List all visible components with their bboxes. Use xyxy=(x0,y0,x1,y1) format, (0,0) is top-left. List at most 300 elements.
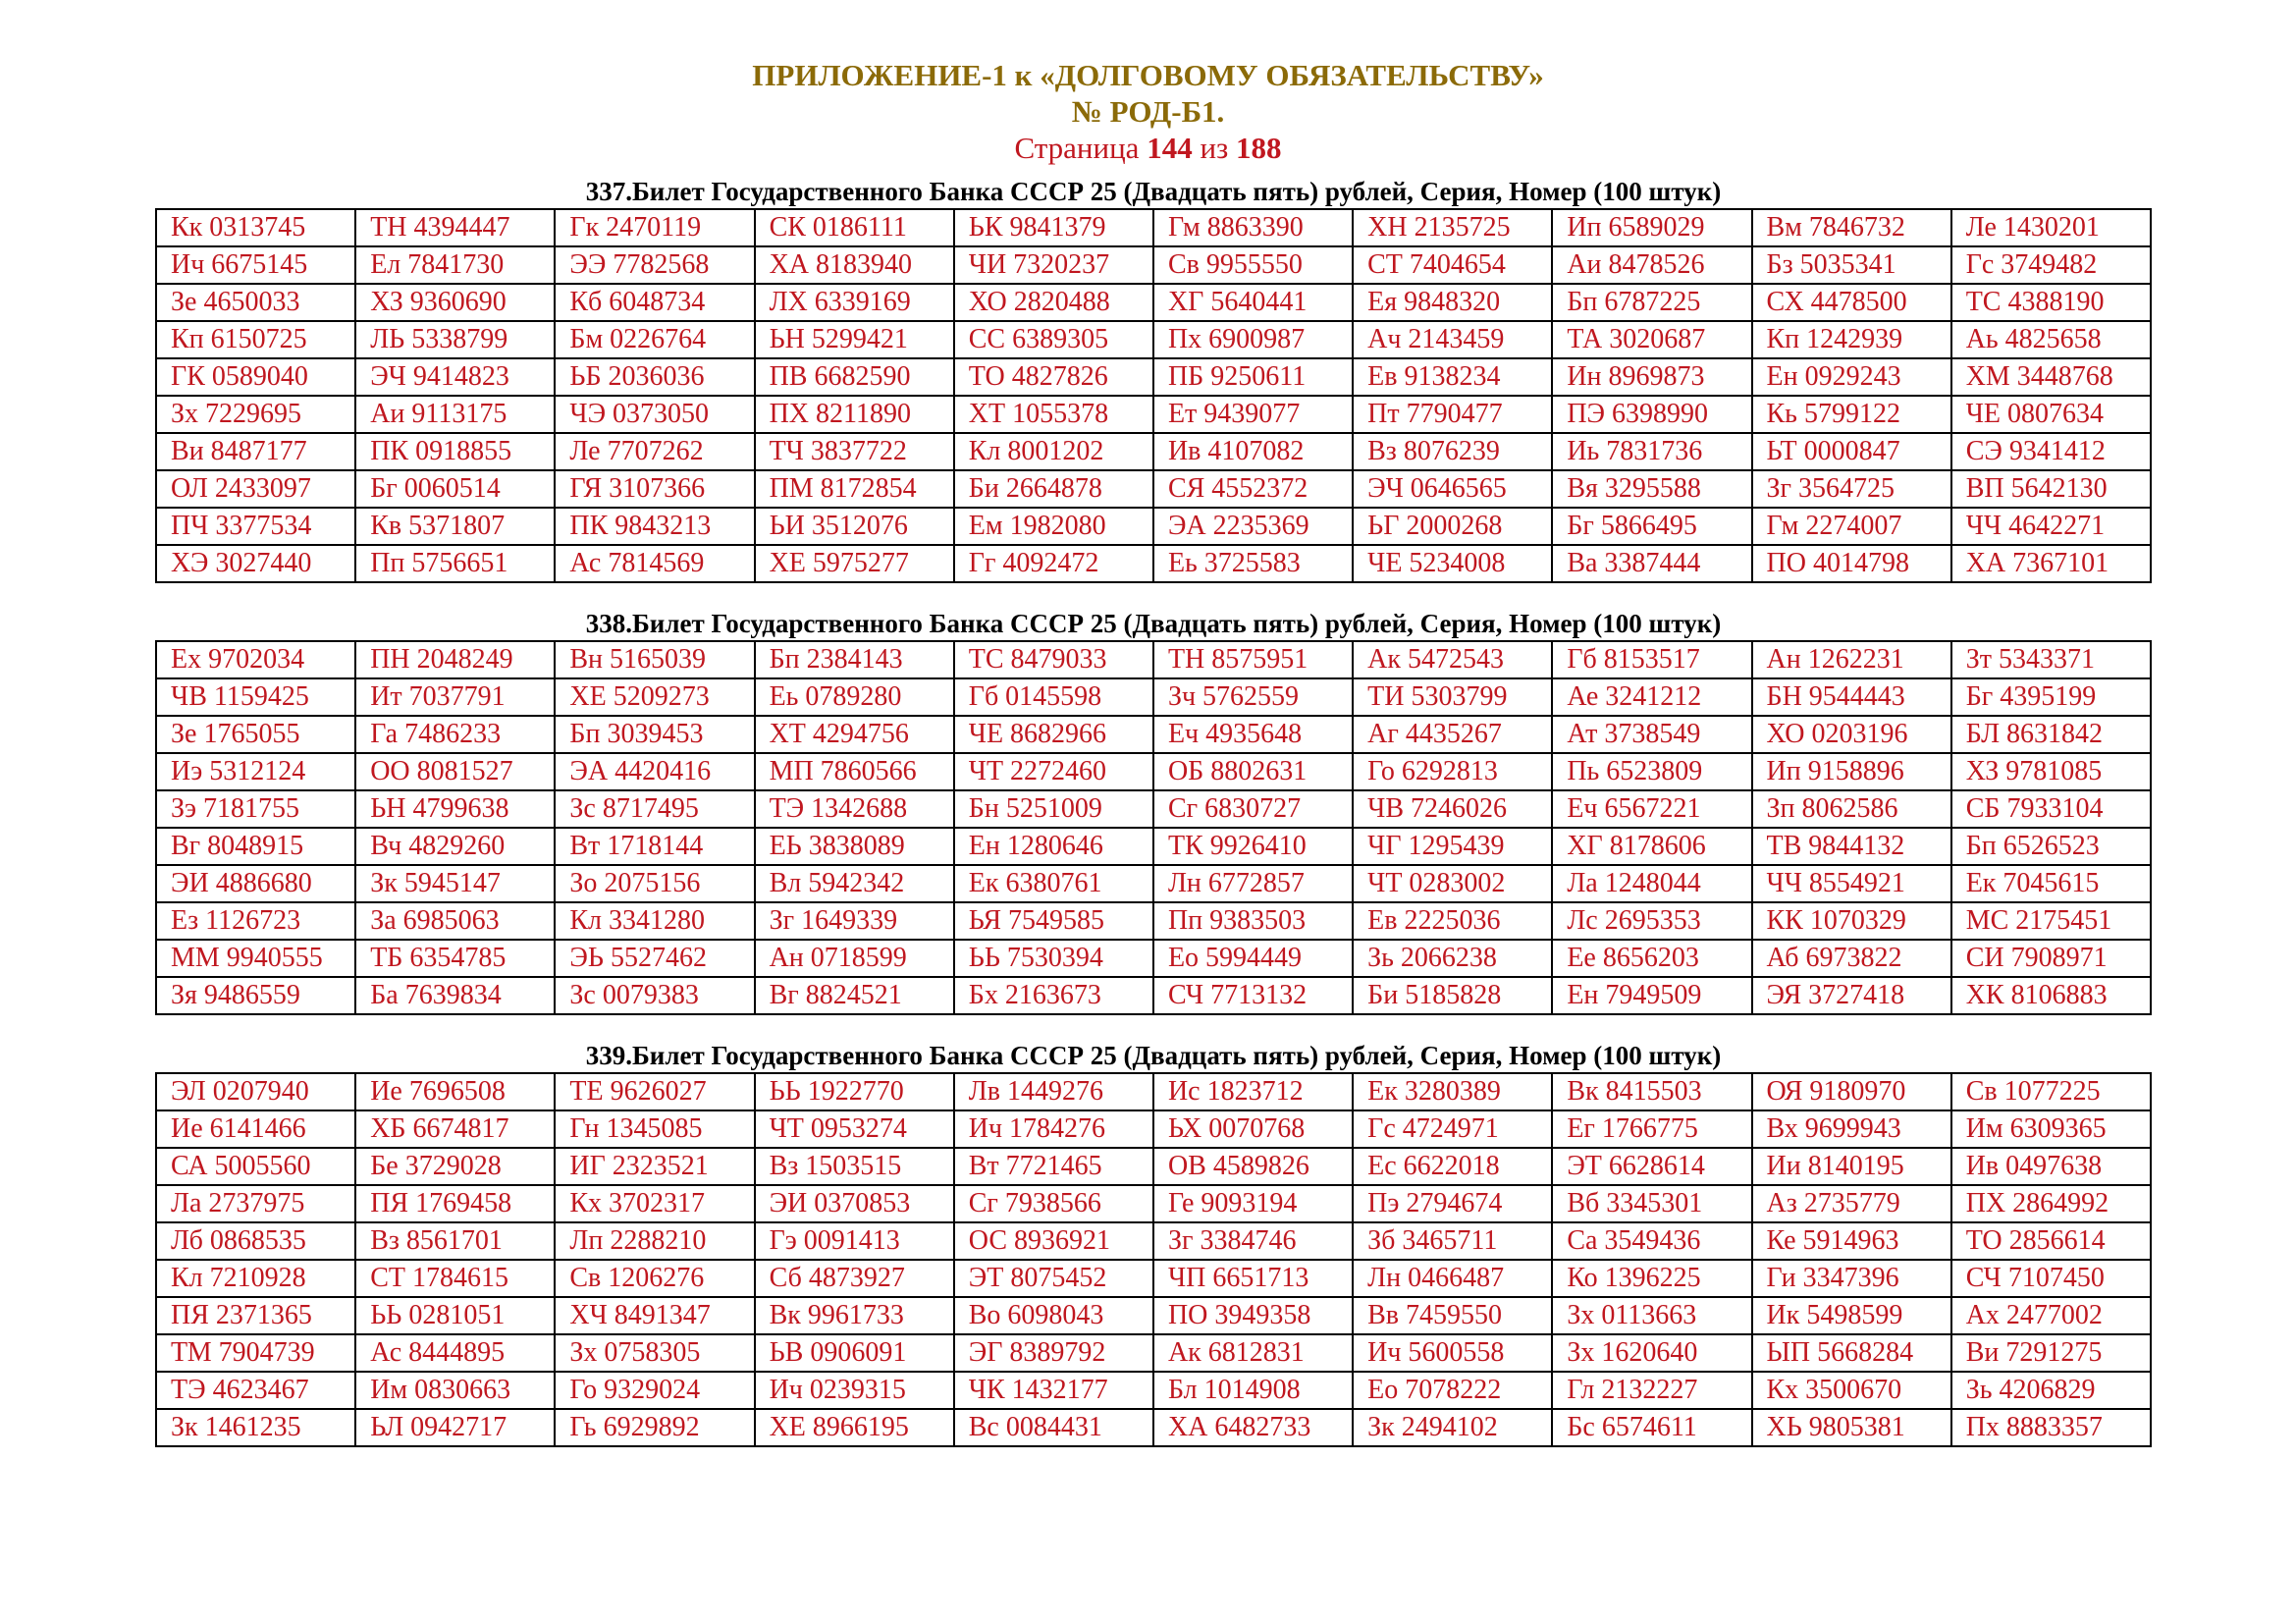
serial-cell: Ак 5472543 xyxy=(1353,641,1552,678)
serial-cell: ЭЧ 9414823 xyxy=(355,358,555,396)
serial-cell: ХЕ 5975277 xyxy=(755,545,954,582)
serial-cell: Ла 1248044 xyxy=(1552,865,1751,902)
serial-cell: ПО 4014798 xyxy=(1752,545,1951,582)
serial-cell: ТЭ 4623467 xyxy=(156,1372,355,1409)
serial-cell: ТВ 9844132 xyxy=(1752,828,1951,865)
serial-cell: Гь 6929892 xyxy=(555,1409,754,1446)
serial-cell: Зг 3564725 xyxy=(1752,470,1951,508)
serial-cell: Вз 8076239 xyxy=(1353,433,1552,470)
serial-cell: Аг 4435267 xyxy=(1353,716,1552,753)
serial-cell: Бп 6526523 xyxy=(1951,828,2151,865)
serial-cell: ЧЕ 8682966 xyxy=(954,716,1153,753)
serial-cell: За 6985063 xyxy=(355,902,555,940)
table-row xyxy=(156,508,2151,545)
table-row xyxy=(156,284,2151,321)
serial-cell: ХМ 3448768 xyxy=(1951,358,2151,396)
serial-cell: Лн 6772857 xyxy=(1153,865,1353,902)
serial-cell: Ие 7696508 xyxy=(355,1073,555,1110)
serial-cell: Ач 2143459 xyxy=(1353,321,1552,358)
serial-cell: Ак 6812831 xyxy=(1153,1334,1353,1372)
table-row xyxy=(156,209,2151,246)
table-row xyxy=(156,1073,2151,1110)
serial-cell: ХА 7367101 xyxy=(1951,545,2151,582)
table-row xyxy=(156,1222,2151,1260)
serial-cell: Вх 9699943 xyxy=(1752,1110,1951,1148)
serial-cell: Ит 7037791 xyxy=(355,678,555,716)
serial-cell: ХЗ 9360690 xyxy=(355,284,555,321)
serial-cell: ПБ 9250611 xyxy=(1153,358,1353,396)
serial-cell: Бс 6574611 xyxy=(1552,1409,1751,1446)
table-row xyxy=(156,1260,2151,1297)
serial-cell: ОЛ 2433097 xyxy=(156,470,355,508)
table-row xyxy=(156,902,2151,940)
serials-table xyxy=(155,640,2152,1015)
serial-cell: Еч 4935648 xyxy=(1153,716,1353,753)
serial-cell: ЭТ 6628614 xyxy=(1552,1148,1751,1185)
serial-cell: Ет 9439077 xyxy=(1153,396,1353,433)
serial-cell: Вм 7846732 xyxy=(1752,209,1951,246)
serial-cell: Зт 5343371 xyxy=(1951,641,2151,678)
table-row xyxy=(156,790,2151,828)
serial-cell: ЭИ 0370853 xyxy=(755,1185,954,1222)
serial-cell: ЬЯ 7549585 xyxy=(954,902,1153,940)
serial-cell: Ес 6622018 xyxy=(1353,1148,1552,1185)
serial-cell: Са 3549436 xyxy=(1552,1222,1751,1260)
serial-cell: ХЗ 9781085 xyxy=(1951,753,2151,790)
table-row xyxy=(156,545,2151,582)
serial-cell: Вг 8824521 xyxy=(755,977,954,1014)
page-middle: из xyxy=(1192,131,1237,165)
serial-cell: ПК 9843213 xyxy=(555,508,754,545)
serial-cell: СЭ 9341412 xyxy=(1951,433,2151,470)
table-row xyxy=(156,1409,2151,1446)
serial-cell: Ел 7841730 xyxy=(355,246,555,284)
serial-cell: СК 0186111 xyxy=(755,209,954,246)
serial-cell: Зе 4650033 xyxy=(156,284,355,321)
serial-cell: СХ 4478500 xyxy=(1752,284,1951,321)
serial-cell: ЭА 4420416 xyxy=(555,753,754,790)
serial-cell: Пп 5756651 xyxy=(355,545,555,582)
serial-cell: ЬК 9841379 xyxy=(954,209,1153,246)
serial-cell: Зх 0113663 xyxy=(1552,1297,1751,1334)
serial-cell: Кх 3702317 xyxy=(555,1185,754,1222)
serial-cell: Ае 3241212 xyxy=(1552,678,1751,716)
serials-table xyxy=(155,1072,2152,1447)
serial-cell: Ем 1982080 xyxy=(954,508,1153,545)
serial-cell: Ик 5498599 xyxy=(1752,1297,1951,1334)
serial-cell: ТЭ 1342688 xyxy=(755,790,954,828)
serial-cell: Га 7486233 xyxy=(355,716,555,753)
serial-cell: Гс 4724971 xyxy=(1353,1110,1552,1148)
serial-cell: Гс 3749482 xyxy=(1951,246,2151,284)
serial-cell: Зс 8717495 xyxy=(555,790,754,828)
serial-cell: Ле 1430201 xyxy=(1951,209,2151,246)
serial-cell: ТО 2856614 xyxy=(1951,1222,2151,1260)
serial-cell: Ео 7078222 xyxy=(1353,1372,1552,1409)
serial-cell: Гэ 0091413 xyxy=(755,1222,954,1260)
serial-cell: Ех 9702034 xyxy=(156,641,355,678)
serial-cell: Ва 3387444 xyxy=(1552,545,1751,582)
table-row xyxy=(156,1334,2151,1372)
serial-cell: ЬЬ 0281051 xyxy=(355,1297,555,1334)
serial-cell: Зк 2494102 xyxy=(1353,1409,1552,1446)
serial-cell: Св 1206276 xyxy=(555,1260,754,1297)
serial-cell: Кп 6150725 xyxy=(156,321,355,358)
serial-cell: Кл 8001202 xyxy=(954,433,1153,470)
serial-cell: Аб 6973822 xyxy=(1752,940,1951,977)
serial-cell: Еч 6567221 xyxy=(1552,790,1751,828)
table-row xyxy=(156,828,2151,865)
serial-cell: ТА 3020687 xyxy=(1552,321,1751,358)
serial-cell: Ео 5994449 xyxy=(1153,940,1353,977)
table-row xyxy=(156,321,2151,358)
serial-cell: ХН 2135725 xyxy=(1353,209,1552,246)
document-header xyxy=(0,57,2296,166)
serial-cell: ЬВ 0906091 xyxy=(755,1334,954,1372)
serial-cell: ЭЛ 0207940 xyxy=(156,1073,355,1110)
table-row xyxy=(156,977,2151,1014)
serial-cell: Гн 1345085 xyxy=(555,1110,754,1148)
serial-cell: Ги 3347396 xyxy=(1752,1260,1951,1297)
serial-cell: ЧТ 0283002 xyxy=(1353,865,1552,902)
serial-cell: СТ 7404654 xyxy=(1353,246,1552,284)
serial-cell: Ич 0239315 xyxy=(755,1372,954,1409)
serial-cell: Ко 1396225 xyxy=(1552,1260,1751,1297)
table-row xyxy=(156,753,2151,790)
serial-cell: ТЧ 3837722 xyxy=(755,433,954,470)
serial-cell: Ег 1766775 xyxy=(1552,1110,1751,1148)
serial-cell: ЬН 5299421 xyxy=(755,321,954,358)
serial-cell: Ич 1784276 xyxy=(954,1110,1153,1148)
serial-cell: Бг 5866495 xyxy=(1552,508,1751,545)
serial-cell: Зь 2066238 xyxy=(1353,940,1552,977)
serial-cell: Бп 2384143 xyxy=(755,641,954,678)
page-prefix: Страница xyxy=(1014,131,1148,165)
serial-cell: ХГ 5640441 xyxy=(1153,284,1353,321)
serial-cell: ОЯ 9180970 xyxy=(1752,1073,1951,1110)
serial-cell: ЭЭ 7782568 xyxy=(555,246,754,284)
document-number: № РОД-Б1. xyxy=(1071,94,1225,129)
serial-cell: ТО 4827826 xyxy=(954,358,1153,396)
serial-cell: СБ 7933104 xyxy=(1951,790,2151,828)
document-title: ПРИЛОЖЕНИЕ-1 к «ДОЛГОВОМУ ОБЯЗАТЕЛЬСТВУ» xyxy=(752,58,1544,92)
serial-cell: ХБ 6674817 xyxy=(355,1110,555,1148)
serial-cell: Бх 2163673 xyxy=(954,977,1153,1014)
table-row xyxy=(156,678,2151,716)
serial-cell: МП 7860566 xyxy=(755,753,954,790)
serial-cell: Кв 5371807 xyxy=(355,508,555,545)
serial-cell: ЛЬ 5338799 xyxy=(355,321,555,358)
serial-cell: ЧЧ 8554921 xyxy=(1752,865,1951,902)
serial-cell: Ез 1126723 xyxy=(156,902,355,940)
serial-cell: Зэ 7181755 xyxy=(156,790,355,828)
serial-cell: ЬЬ 1922770 xyxy=(755,1073,954,1110)
serial-cell: Зх 0758305 xyxy=(555,1334,754,1372)
serial-cell: Им 0830663 xyxy=(355,1372,555,1409)
serial-cell: Ен 7949509 xyxy=(1552,977,1751,1014)
serial-cell: ХТ 1055378 xyxy=(954,396,1153,433)
serial-cell: Аи 9113175 xyxy=(355,396,555,433)
serial-cell: ЬХ 0070768 xyxy=(1153,1110,1353,1148)
serial-cell: ЬН 4799638 xyxy=(355,790,555,828)
serial-cell: Го 6292813 xyxy=(1353,753,1552,790)
serial-cell: МС 2175451 xyxy=(1951,902,2151,940)
serial-cell: Еь 0789280 xyxy=(755,678,954,716)
serial-cell: Зп 8062586 xyxy=(1752,790,1951,828)
serial-cell: Св 1077225 xyxy=(1951,1073,2151,1110)
serial-cell: Ле 7707262 xyxy=(555,433,754,470)
serial-cell: Зе 1765055 xyxy=(156,716,355,753)
serial-cell: СС 6389305 xyxy=(954,321,1153,358)
serial-cell: Иь 7831736 xyxy=(1552,433,1751,470)
serial-cell: Ив 0497638 xyxy=(1951,1148,2151,1185)
serial-cell: Би 5185828 xyxy=(1353,977,1552,1014)
serial-cell: ПХ 2864992 xyxy=(1951,1185,2151,1222)
serial-cell: ПО 3949358 xyxy=(1153,1297,1353,1334)
serial-cell: ТК 9926410 xyxy=(1153,828,1353,865)
serial-cell: ПХ 8211890 xyxy=(755,396,954,433)
serial-cell: ОО 8081527 xyxy=(355,753,555,790)
serial-cell: ОБ 8802631 xyxy=(1153,753,1353,790)
serial-cell: Вт 7721465 xyxy=(954,1148,1153,1185)
section-title: 337.Билет Государственного Банка СССР 25 (Двадцать пять) рублей, Серия, Номер (100 штук) xyxy=(585,177,1722,206)
serial-cell: ЬГ 2000268 xyxy=(1353,508,1552,545)
serial-cell: ЧТ 0953274 xyxy=(755,1110,954,1148)
serial-cell: Гб 8153517 xyxy=(1552,641,1751,678)
serial-cell: Им 6309365 xyxy=(1951,1110,2151,1148)
table-row xyxy=(156,641,2151,678)
serial-cell: ПВ 6682590 xyxy=(755,358,954,396)
serial-cell: Ек 7045615 xyxy=(1951,865,2151,902)
serial-cell: Зч 5762559 xyxy=(1153,678,1353,716)
page-current: 144 xyxy=(1147,131,1193,165)
serial-cell: Кл 3341280 xyxy=(555,902,754,940)
serial-cell: ТБ 6354785 xyxy=(355,940,555,977)
serial-cell: Бг 0060514 xyxy=(355,470,555,508)
serial-cell: ЭЯ 3727418 xyxy=(1752,977,1951,1014)
serial-cell: ЭЧ 0646565 xyxy=(1353,470,1552,508)
serial-cell: Гм 2274007 xyxy=(1752,508,1951,545)
table-row xyxy=(156,246,2151,284)
serial-cell: ПМ 8172854 xyxy=(755,470,954,508)
section-339 xyxy=(155,1039,2152,1447)
serial-cell: Вс 0084431 xyxy=(954,1409,1153,1446)
serial-cell: Гм 8863390 xyxy=(1153,209,1353,246)
serial-cell: Кб 6048734 xyxy=(555,284,754,321)
serial-cell: ПН 2048249 xyxy=(355,641,555,678)
serial-cell: Бл 1014908 xyxy=(1153,1372,1353,1409)
serial-cell: ИГ 2323521 xyxy=(555,1148,754,1185)
serial-cell: ЧТ 2272460 xyxy=(954,753,1153,790)
serial-cell: Ке 5914963 xyxy=(1752,1222,1951,1260)
serial-cell: Вб 3345301 xyxy=(1552,1185,1751,1222)
table-row xyxy=(156,1185,2151,1222)
section-338 xyxy=(155,607,2152,1015)
serial-cell: ХЧ 8491347 xyxy=(555,1297,754,1334)
serial-cell: Ат 3738549 xyxy=(1552,716,1751,753)
serial-cell: ТН 4394447 xyxy=(355,209,555,246)
serial-cell: Ас 7814569 xyxy=(555,545,754,582)
serial-cell: ТН 8575951 xyxy=(1153,641,1353,678)
serial-cell: Ее 8656203 xyxy=(1552,940,1751,977)
serial-cell: Кл 7210928 xyxy=(156,1260,355,1297)
serial-cell: Ич 5600558 xyxy=(1353,1334,1552,1372)
serial-cell: ЬБ 2036036 xyxy=(555,358,754,396)
serial-cell: Зь 4206829 xyxy=(1951,1372,2151,1409)
serial-cell: Ек 6380761 xyxy=(954,865,1153,902)
serial-cell: Бп 3039453 xyxy=(555,716,754,753)
serial-cell: ХЕ 5209273 xyxy=(555,678,754,716)
serial-cell: ЭЬ 5527462 xyxy=(555,940,754,977)
serial-cell: ЫП 5668284 xyxy=(1752,1334,1951,1372)
serial-cell: Зя 9486559 xyxy=(156,977,355,1014)
serial-cell: Аз 2735779 xyxy=(1752,1185,1951,1222)
table-row xyxy=(156,358,2151,396)
serial-cell: Ис 1823712 xyxy=(1153,1073,1353,1110)
serial-cell: ЛХ 6339169 xyxy=(755,284,954,321)
serial-cell: Ге 9093194 xyxy=(1153,1185,1353,1222)
serial-cell: ХЬ 9805381 xyxy=(1752,1409,1951,1446)
serial-cell: Бп 6787225 xyxy=(1552,284,1751,321)
serial-cell: Вн 5165039 xyxy=(555,641,754,678)
serial-cell: Вв 7459550 xyxy=(1353,1297,1552,1334)
table-row xyxy=(156,940,2151,977)
section-title: 339.Билет Государственного Банка СССР 25 (Двадцать пять) рублей, Серия, Номер (100 штук) xyxy=(585,1041,1722,1070)
serial-cell: ХА 8183940 xyxy=(755,246,954,284)
serial-cell: Вг 8048915 xyxy=(156,828,355,865)
serial-cell: ЭА 2235369 xyxy=(1153,508,1353,545)
serial-cell: Вч 4829260 xyxy=(355,828,555,865)
serial-cell: Ип 6589029 xyxy=(1552,209,1751,246)
serial-cell: ЬИ 3512076 xyxy=(755,508,954,545)
serial-cell: Ич 6675145 xyxy=(156,246,355,284)
serial-cell: ЬЬ 7530394 xyxy=(954,940,1153,977)
serial-cell: ММ 9940555 xyxy=(156,940,355,977)
table-row xyxy=(156,1148,2151,1185)
serial-cell: Бе 3729028 xyxy=(355,1148,555,1185)
serial-cell: ХГ 8178606 xyxy=(1552,828,1751,865)
serial-cell: Зк 5945147 xyxy=(355,865,555,902)
serial-cell: Ан 0718599 xyxy=(755,940,954,977)
serial-cell: ТС 8479033 xyxy=(954,641,1153,678)
serial-cell: ТМ 7904739 xyxy=(156,1334,355,1372)
serial-cell: Ии 8140195 xyxy=(1752,1148,1951,1185)
serial-cell: ОС 8936921 xyxy=(954,1222,1153,1260)
table-row xyxy=(156,433,2151,470)
serial-cell: ГЯ 3107366 xyxy=(555,470,754,508)
serial-cell: Кк 0313745 xyxy=(156,209,355,246)
serial-cell: Зк 1461235 xyxy=(156,1409,355,1446)
serial-cell: Зх 1620640 xyxy=(1552,1334,1751,1372)
serial-cell: Пэ 2794674 xyxy=(1353,1185,1552,1222)
serial-cell: Кь 5799122 xyxy=(1752,396,1951,433)
serial-cell: ХК 8106883 xyxy=(1951,977,2151,1014)
serial-cell: СИ 7908971 xyxy=(1951,940,2151,977)
serial-cell: ПК 0918855 xyxy=(355,433,555,470)
serial-cell: Пт 7790477 xyxy=(1353,396,1552,433)
serial-cell: Вк 9961733 xyxy=(755,1297,954,1334)
serial-cell: Лв 1449276 xyxy=(954,1073,1153,1110)
serial-cell: Зх 7229695 xyxy=(156,396,355,433)
serial-cell: Св 9955550 xyxy=(1153,246,1353,284)
serial-cell: Ви 8487177 xyxy=(156,433,355,470)
serial-cell: Ан 1262231 xyxy=(1752,641,1951,678)
serial-cell: ЧЕ 5234008 xyxy=(1353,545,1552,582)
serial-cell: ХА 6482733 xyxy=(1153,1409,1353,1446)
serial-cell: Вя 3295588 xyxy=(1552,470,1751,508)
serial-cell: СЯ 4552372 xyxy=(1153,470,1353,508)
serial-cell: ВП 5642130 xyxy=(1951,470,2151,508)
serial-cell: ЧЕ 0807634 xyxy=(1951,396,2151,433)
serial-cell: Ие 6141466 xyxy=(156,1110,355,1148)
table-row xyxy=(156,1110,2151,1148)
serial-cell: ПЭ 6398990 xyxy=(1552,396,1751,433)
serial-cell: Гк 2470119 xyxy=(555,209,754,246)
table-row xyxy=(156,470,2151,508)
serial-cell: ХО 2820488 xyxy=(954,284,1153,321)
serial-cell: ХЭ 3027440 xyxy=(156,545,355,582)
serial-cell: Лс 2695353 xyxy=(1552,902,1751,940)
serial-cell: Ас 8444895 xyxy=(355,1334,555,1372)
serial-cell: Сг 7938566 xyxy=(954,1185,1153,1222)
table-row xyxy=(156,1372,2151,1409)
serial-cell: Вз 8561701 xyxy=(355,1222,555,1260)
page-total: 188 xyxy=(1236,131,1282,165)
serial-cell: Кх 3500670 xyxy=(1752,1372,1951,1409)
serial-cell: БЛ 8631842 xyxy=(1951,716,2151,753)
serial-cell: Вт 1718144 xyxy=(555,828,754,865)
serial-cell: Ея 9848320 xyxy=(1353,284,1552,321)
serial-cell: ГК 0589040 xyxy=(156,358,355,396)
serials-table xyxy=(155,208,2152,583)
serial-cell: Ив 4107082 xyxy=(1153,433,1353,470)
serial-cell: Еь 3725583 xyxy=(1153,545,1353,582)
serial-cell: Сб 4873927 xyxy=(755,1260,954,1297)
serial-cell: Пь 6523809 xyxy=(1552,753,1751,790)
serial-cell: ТЕ 9626027 xyxy=(555,1073,754,1110)
page-indicator xyxy=(0,130,2296,166)
table-row xyxy=(156,396,2151,433)
serial-cell: ПЯ 2371365 xyxy=(156,1297,355,1334)
serial-cell: Ев 2225036 xyxy=(1353,902,1552,940)
serial-cell: Пх 8883357 xyxy=(1951,1409,2151,1446)
serial-cell: ХО 0203196 xyxy=(1752,716,1951,753)
serial-cell: Ен 0929243 xyxy=(1752,358,1951,396)
serial-cell: Ин 8969873 xyxy=(1552,358,1751,396)
serial-cell: Вл 5942342 xyxy=(755,865,954,902)
serial-cell: ОВ 4589826 xyxy=(1153,1148,1353,1185)
serial-cell: СЧ 7713132 xyxy=(1153,977,1353,1014)
serial-cell: Би 2664878 xyxy=(954,470,1153,508)
serial-cell: Ек 3280389 xyxy=(1353,1073,1552,1110)
serial-cell: Бз 5035341 xyxy=(1752,246,1951,284)
serial-cell: СА 5005560 xyxy=(156,1148,355,1185)
serial-cell: ЧВ 7246026 xyxy=(1353,790,1552,828)
serial-cell: ТС 4388190 xyxy=(1951,284,2151,321)
serial-cell: Бг 4395199 xyxy=(1951,678,2151,716)
serial-cell: Аи 8478526 xyxy=(1552,246,1751,284)
serial-cell: Ах 2477002 xyxy=(1951,1297,2151,1334)
serial-cell: ПЧ 3377534 xyxy=(156,508,355,545)
serial-cell: Ла 2737975 xyxy=(156,1185,355,1222)
serial-cell: Бм 0226764 xyxy=(555,321,754,358)
serial-cell: ЧП 6651713 xyxy=(1153,1260,1353,1297)
section-337 xyxy=(155,175,2152,583)
serial-cell: ЧК 1432177 xyxy=(954,1372,1153,1409)
serial-cell: ЧГ 1295439 xyxy=(1353,828,1552,865)
serial-cell: Лп 2288210 xyxy=(555,1222,754,1260)
serial-cell: Пх 6900987 xyxy=(1153,321,1353,358)
